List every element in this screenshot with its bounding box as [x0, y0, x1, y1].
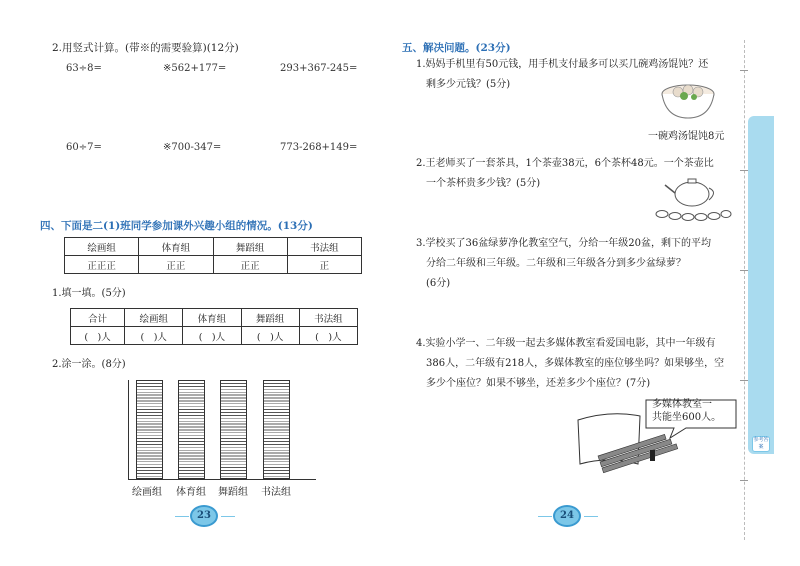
problem-2-line: 2.王老师买了一套茶具，1个茶壶38元，6个茶杯48元。一个茶壶比 — [416, 158, 714, 169]
binding-mark — [740, 270, 748, 271]
paint-question-title: 2.涂一涂。(8分) — [52, 359, 126, 370]
count-header: 舞蹈组 — [241, 309, 299, 327]
calc-question-title: 2.用竖式计算。(带※的需要验算)(12分) — [52, 42, 239, 54]
problem-2-line: 一个茶杯贵多少钱？(5分) — [426, 178, 541, 189]
paint-column-sports[interactable] — [178, 380, 205, 479]
calc-item: 293+367-245= — [280, 63, 358, 74]
page-number: 23 — [190, 505, 218, 527]
count-blank[interactable]: ( )人 — [183, 327, 241, 345]
count-header: 绘画组 — [125, 309, 183, 327]
column-label: 书法组 — [261, 487, 291, 498]
calc-item: ※562+177= — [163, 63, 227, 74]
binding-line — [744, 40, 745, 540]
count-blank[interactable]: ( )人 — [241, 327, 299, 345]
count-table — [70, 308, 358, 345]
paint-column-dance[interactable] — [220, 380, 247, 479]
page-ornament — [221, 516, 235, 517]
calc-item: 773-268+149= — [280, 142, 358, 153]
wonton-price-caption: 一碗鸡汤馄饨8元 — [648, 131, 725, 142]
problem-1-line: 1.妈妈手机里有50元钱，用手机支付最多可以买几碗鸡汤馄饨？还 — [416, 59, 709, 70]
page-ornament — [175, 516, 189, 517]
fill-question-title: 1.填一填。(5分) — [52, 288, 126, 299]
paint-column-calligraphy[interactable] — [263, 380, 290, 479]
paint-column-drawing[interactable] — [136, 380, 163, 479]
problem-4-line: 386人，二年级有218人，多媒体教室的座位够坐吗？如果够坐，空 — [426, 358, 725, 369]
tally-header: 绘画组 — [65, 238, 139, 256]
count-blank[interactable]: ( )人 — [125, 327, 183, 345]
count-header: 合计 — [71, 309, 125, 327]
tally-header: 书法组 — [287, 238, 361, 256]
page-number: 24 — [553, 505, 581, 527]
y-axis — [128, 380, 129, 479]
seat-capacity-bubble-line: 共能坐600人。 — [652, 412, 722, 423]
calc-item: ※700-347= — [163, 142, 222, 153]
seat-capacity-bubble-line: 多媒体教室一 — [652, 399, 712, 410]
section-five-title: 五、解决问题。(23分) — [402, 42, 511, 54]
section-four-title: 四、下面是二(1)班同学参加课外兴趣小组的情况。(13分) — [40, 220, 313, 232]
binding-mark — [740, 170, 748, 171]
tea-set-image — [654, 176, 732, 224]
problem-3-line: 3.学校买了36盆绿萝净化教室空气，分给一年级20盆，剩下的平均 — [416, 238, 711, 249]
problem-3-line: 分给二年级和三年级。二年级和三年级各分到多少盆绿萝？ — [426, 258, 686, 269]
tally-header: 舞蹈组 — [213, 238, 287, 256]
binding-mark — [740, 380, 748, 381]
count-blank[interactable]: ( )人 — [71, 327, 125, 345]
page-ornament — [584, 516, 598, 517]
problem-4-line: 多少个座位？如果不够坐，还差多少个座位？(7分) — [426, 378, 651, 389]
tally-cell: 正正正 — [65, 256, 139, 274]
problem-1-line: 剩多少元钱？(5分) — [426, 79, 511, 90]
page-ornament — [538, 516, 552, 517]
side-tab — [748, 116, 774, 454]
binding-mark — [740, 70, 748, 71]
calc-item: 63÷8= — [66, 63, 102, 74]
wonton-bowl-image — [658, 80, 718, 122]
column-label: 体育组 — [176, 487, 206, 498]
tally-header: 体育组 — [139, 238, 213, 256]
x-axis — [128, 479, 316, 480]
column-label: 舞蹈组 — [218, 487, 248, 498]
count-header: 体育组 — [183, 309, 241, 327]
binding-mark — [740, 480, 748, 481]
answer-chip[interactable]: 参考答案 — [753, 437, 769, 450]
count-blank[interactable]: ( )人 — [299, 327, 357, 345]
count-header: 书法组 — [299, 309, 357, 327]
calc-item: 60÷7= — [66, 142, 102, 153]
problem-3-line: (6分) — [426, 278, 451, 289]
column-label: 绘画组 — [132, 487, 162, 498]
tally-table — [64, 237, 362, 274]
tally-cell: 正 — [287, 256, 361, 274]
tally-cell: 正正 — [213, 256, 287, 274]
tally-cell: 正正 — [139, 256, 213, 274]
problem-4-line: 4.实验小学一、二年级一起去多媒体教室看爱国电影，其中一年级有 — [416, 338, 716, 349]
